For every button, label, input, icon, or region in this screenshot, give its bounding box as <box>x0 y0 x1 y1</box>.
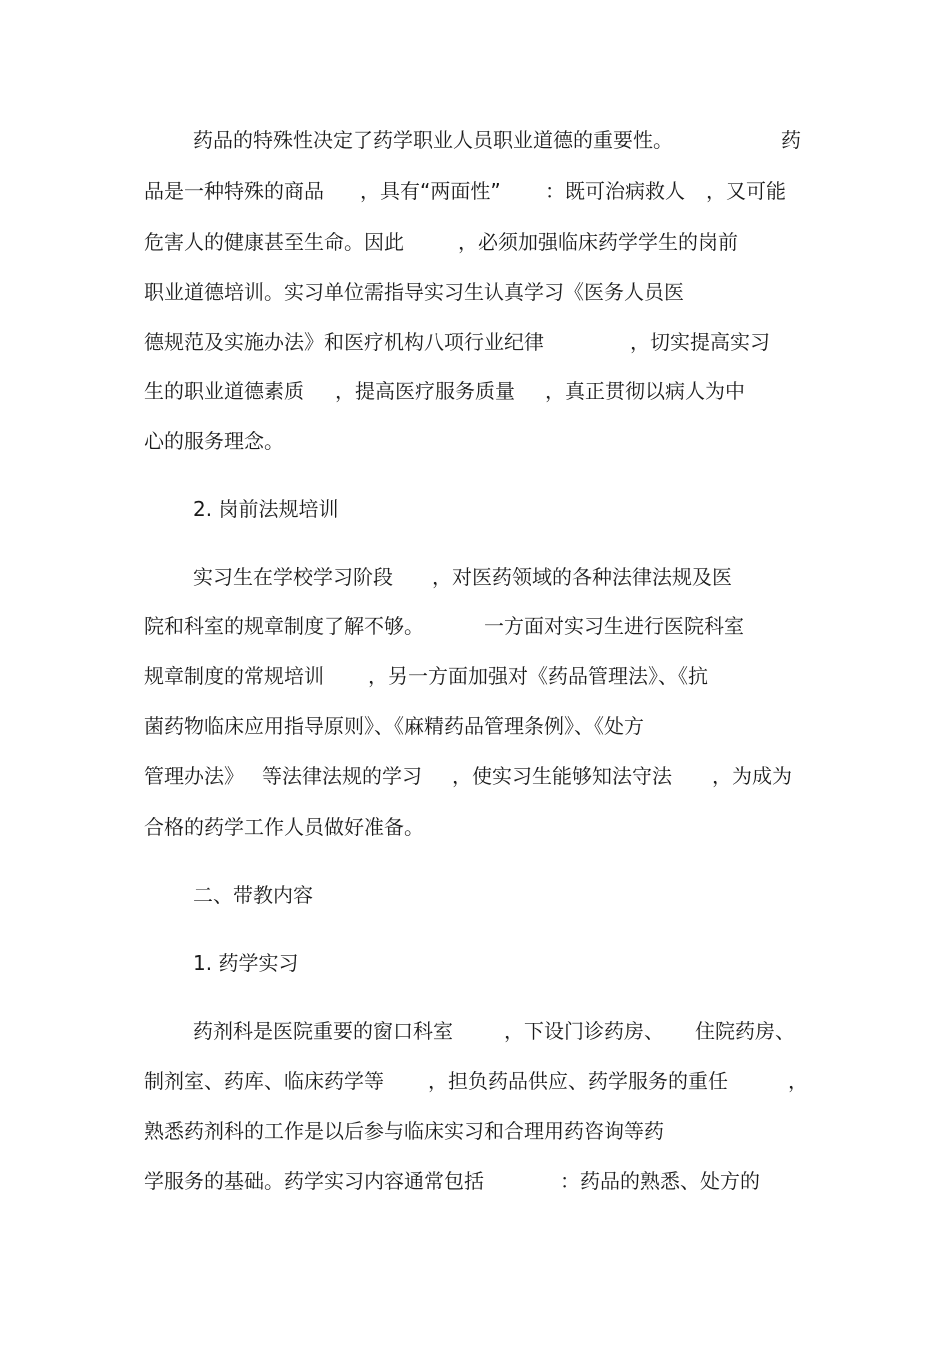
text-segment: ，又可能 <box>706 179 786 203</box>
text-line <box>0 562 950 592</box>
text-segment: ，提高医疗服务质量 <box>335 379 515 403</box>
text-line <box>0 1116 950 1146</box>
text-segment: ，另一方面加强对《药品管理法》、《抗 <box>368 664 708 688</box>
text-segment: 品是一种特殊的商品 <box>144 179 324 203</box>
text-segment: 管理办法》 <box>144 764 244 788</box>
text-segment: 心的服务理念。 <box>144 429 284 453</box>
text-segment: 合格的药学工作人员做好准备。 <box>144 815 424 839</box>
text-line <box>0 611 950 641</box>
heading-text: 二、带教内容 <box>193 883 313 907</box>
text-segment: 药剂科是医院重要的窗口科室 <box>193 1019 453 1043</box>
text-segment: 住院药房、 <box>695 1019 795 1043</box>
text-line <box>0 327 950 357</box>
text-segment: 一方面对实习生进行医院科室 <box>484 614 744 638</box>
text-segment: 药品的特殊性决定了药学职业人员职业道德的重要性。 <box>193 128 673 152</box>
text-line <box>0 711 950 741</box>
text-segment: ， <box>788 1069 808 1093</box>
text-line <box>0 1016 950 1046</box>
text-segment: 德规范及实施办法》和医疗机构八项行业纪律 <box>144 330 544 354</box>
text-segment: ，为成为 <box>712 764 792 788</box>
text-segment: ，切实提高实习 <box>630 330 770 354</box>
text-segment: ，具有“两面性” <box>360 179 501 203</box>
text-line <box>0 125 950 155</box>
heading-text: 2. 岗前法规培训 <box>193 497 339 521</box>
text-segment: ，必须加强临床药学学生的岗前 <box>458 230 738 254</box>
text-segment: 等法律法规的学习 <box>262 764 422 788</box>
text-segment: 规章制度的常规培训 <box>144 664 324 688</box>
text-segment: ：药品的熟悉、处方的 <box>560 1169 760 1193</box>
text-segment: ，对医药领域的各种法律法规及医 <box>432 565 732 589</box>
text-line <box>0 227 950 257</box>
text-segment: 药 <box>781 128 801 152</box>
text-line <box>0 761 950 791</box>
text-segment: 危害人的健康甚至生命。因此 <box>144 230 404 254</box>
text-segment: 职业道德培训。实习单位需指导实习生认真学习《医务人员医 <box>144 280 684 304</box>
section-heading <box>0 494 950 524</box>
text-line <box>0 426 950 456</box>
text-segment: ：既可治病救人 <box>545 179 685 203</box>
text-line <box>0 176 950 206</box>
text-segment: 制剂室、药库、临床药学等 <box>144 1069 384 1093</box>
text-line <box>0 1166 950 1196</box>
text-segment: ，担负药品供应、药学服务的重任 <box>428 1069 728 1093</box>
heading-text: 1. 药学实习 <box>193 951 299 975</box>
text-line <box>0 277 950 307</box>
text-segment: 学服务的基础。药学实习内容通常包括 <box>144 1169 484 1193</box>
text-line <box>0 376 950 406</box>
text-segment: 菌药物临床应用指导原则》、《麻精药品管理条例》、《处方 <box>144 714 644 738</box>
text-segment: 熟悉药剂科的工作是以后参与临床实习和合理用药咨询等药 <box>144 1119 664 1143</box>
text-line <box>0 812 950 842</box>
text-segment: 院和科室的规章制度了解不够。 <box>144 614 424 638</box>
text-segment: 生的职业道德素质 <box>144 379 304 403</box>
text-line <box>0 661 950 691</box>
section-heading <box>0 880 950 910</box>
text-segment: ，真正贯彻以病人为中 <box>545 379 745 403</box>
subsection-heading <box>0 948 950 978</box>
text-segment: 实习生在学校学习阶段 <box>193 565 393 589</box>
text-segment: ，使实习生能够知法守法 <box>452 764 672 788</box>
text-segment: ，下设门诊药房、 <box>504 1019 664 1043</box>
text-line <box>0 1066 950 1096</box>
